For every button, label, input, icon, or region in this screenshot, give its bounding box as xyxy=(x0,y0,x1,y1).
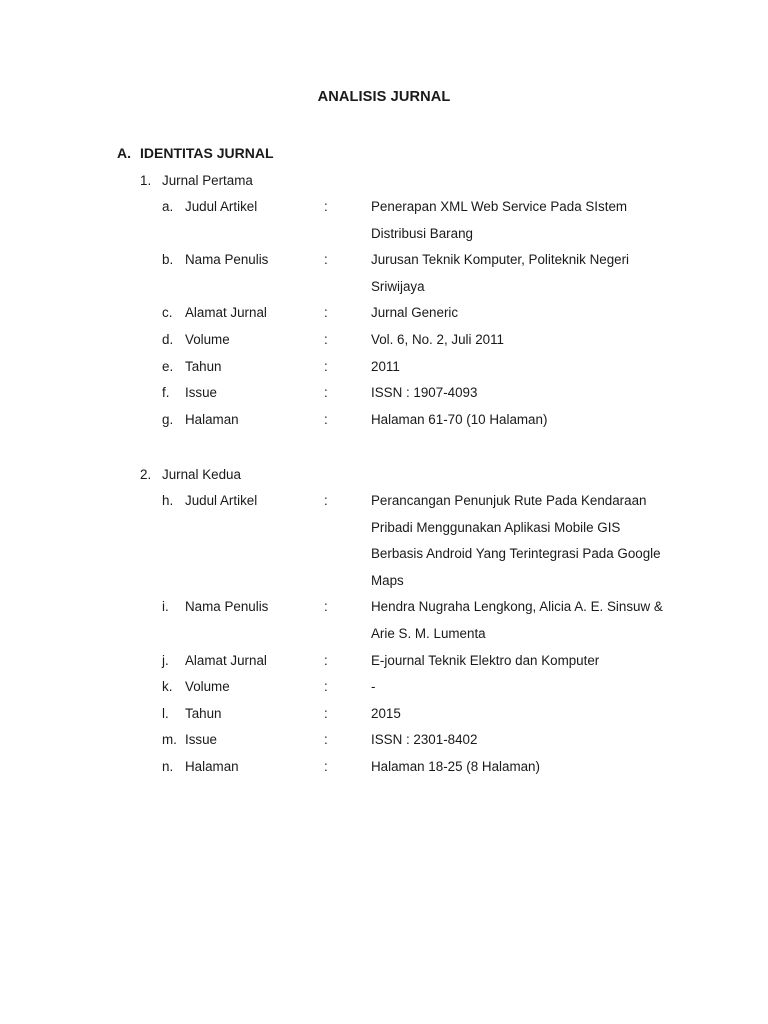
row-value: Vol. 6, No. 2, Juli 2011 xyxy=(371,331,504,347)
row-label: Volume xyxy=(185,331,230,347)
row-colon: : xyxy=(324,411,328,427)
row-value: ISSN : 1907-4093 xyxy=(371,385,478,401)
row-colon: : xyxy=(324,305,328,321)
row-label: Halaman xyxy=(185,411,239,427)
field-row-judul-artikel xyxy=(140,194,700,247)
section-heading xyxy=(117,145,274,161)
row-colon: : xyxy=(324,331,328,347)
field-row-halaman xyxy=(140,407,700,434)
row-colon: : xyxy=(324,493,328,508)
row-letter: b. xyxy=(162,252,174,268)
row-colon: : xyxy=(324,732,328,748)
journal-heading: Jurnal Kedua xyxy=(162,467,241,482)
row-label: Nama Penulis xyxy=(185,599,269,615)
row-colon: : xyxy=(324,758,328,774)
row-letter: n. xyxy=(162,758,174,774)
row-label: Judul Artikel xyxy=(185,493,258,508)
field-row-halaman xyxy=(140,754,700,781)
section-letter: A. xyxy=(117,145,131,161)
row-letter: c. xyxy=(162,305,173,321)
journal-number: 1. xyxy=(140,173,152,188)
journal-header xyxy=(140,167,700,194)
row-value: Halaman 61-70 (10 Halaman) xyxy=(371,411,548,427)
row-value: Halaman 18-25 (8 Halaman) xyxy=(371,758,540,774)
section-title: IDENTITAS JURNAL xyxy=(140,145,274,161)
field-row-volume xyxy=(140,327,700,354)
row-label: Judul Artikel xyxy=(185,199,258,214)
row-letter: e. xyxy=(162,358,174,374)
row-colon: : xyxy=(324,652,328,668)
row-letter: j. xyxy=(162,652,169,668)
field-row-issue xyxy=(140,380,700,407)
row-colon: : xyxy=(324,599,328,615)
field-row-tahun xyxy=(140,354,700,381)
row-colon: : xyxy=(324,385,328,401)
row-letter: i. xyxy=(162,599,169,615)
row-colon: : xyxy=(324,252,328,268)
row-value: - xyxy=(371,679,376,695)
row-letter: l. xyxy=(162,705,169,721)
row-letter: d. xyxy=(162,331,174,347)
row-colon: : xyxy=(324,705,328,721)
journal-entry-2 xyxy=(140,461,700,781)
row-value: E-journal Teknik Elektro dan Komputer xyxy=(371,652,600,668)
row-label: Tahun xyxy=(185,358,222,374)
row-label: Nama Penulis xyxy=(185,252,269,268)
journal-heading: Jurnal Pertama xyxy=(162,173,253,188)
row-value: ISSN : 2301-8402 xyxy=(371,732,478,748)
row-letter: f. xyxy=(162,385,170,401)
journal-entry-1 xyxy=(140,167,700,433)
field-row-issue xyxy=(140,727,700,754)
row-label: Alamat Jurnal xyxy=(185,305,267,321)
field-row-judul-artikel xyxy=(140,488,700,594)
row-letter: m. xyxy=(162,732,177,748)
row-letter: k. xyxy=(162,679,173,695)
field-row-alamat-jurnal xyxy=(140,648,700,675)
field-row-alamat-jurnal xyxy=(140,300,700,327)
row-value: Penerapan XML Web Service Pada SIstem Distribusi Barang xyxy=(371,199,628,241)
row-colon: : xyxy=(324,199,328,214)
row-label: Issue xyxy=(185,732,218,748)
row-letter: h. xyxy=(162,493,174,508)
row-letter: a. xyxy=(162,199,174,214)
row-value: 2015 xyxy=(371,705,401,721)
row-label: Alamat Jurnal xyxy=(185,652,267,668)
document-title: ANALISIS JURNAL xyxy=(317,89,451,105)
row-value: Jurusan Teknik Komputer, Politeknik Negeri Sriwijaya xyxy=(371,252,630,294)
journal-header xyxy=(140,461,700,488)
row-value: 2011 xyxy=(371,358,400,374)
row-value: Jurnal Generic xyxy=(371,305,459,321)
field-row-nama-penulis xyxy=(140,594,700,647)
field-row-volume xyxy=(140,674,700,701)
journal-number: 2. xyxy=(140,467,152,482)
row-colon: : xyxy=(324,679,328,695)
row-label: Tahun xyxy=(185,705,222,721)
row-value: Hendra Nugraha Lengkong, Alicia A. E. Sinsuw & Arie S. M. Lumenta xyxy=(371,599,663,641)
row-letter: g. xyxy=(162,411,174,427)
field-row-tahun xyxy=(140,701,700,728)
row-label: Volume xyxy=(185,679,230,695)
row-label: Issue xyxy=(185,385,218,401)
field-row-nama-penulis xyxy=(140,247,700,300)
row-label: Halaman xyxy=(185,758,239,774)
row-value: Perancangan Penunjuk Rute Pada Kendaraan Pribadi Menggunakan Aplikasi Mobile GIS Berbasis Android Yang Terintegrasi Pada Google Maps xyxy=(371,493,661,588)
row-colon: : xyxy=(324,358,328,374)
